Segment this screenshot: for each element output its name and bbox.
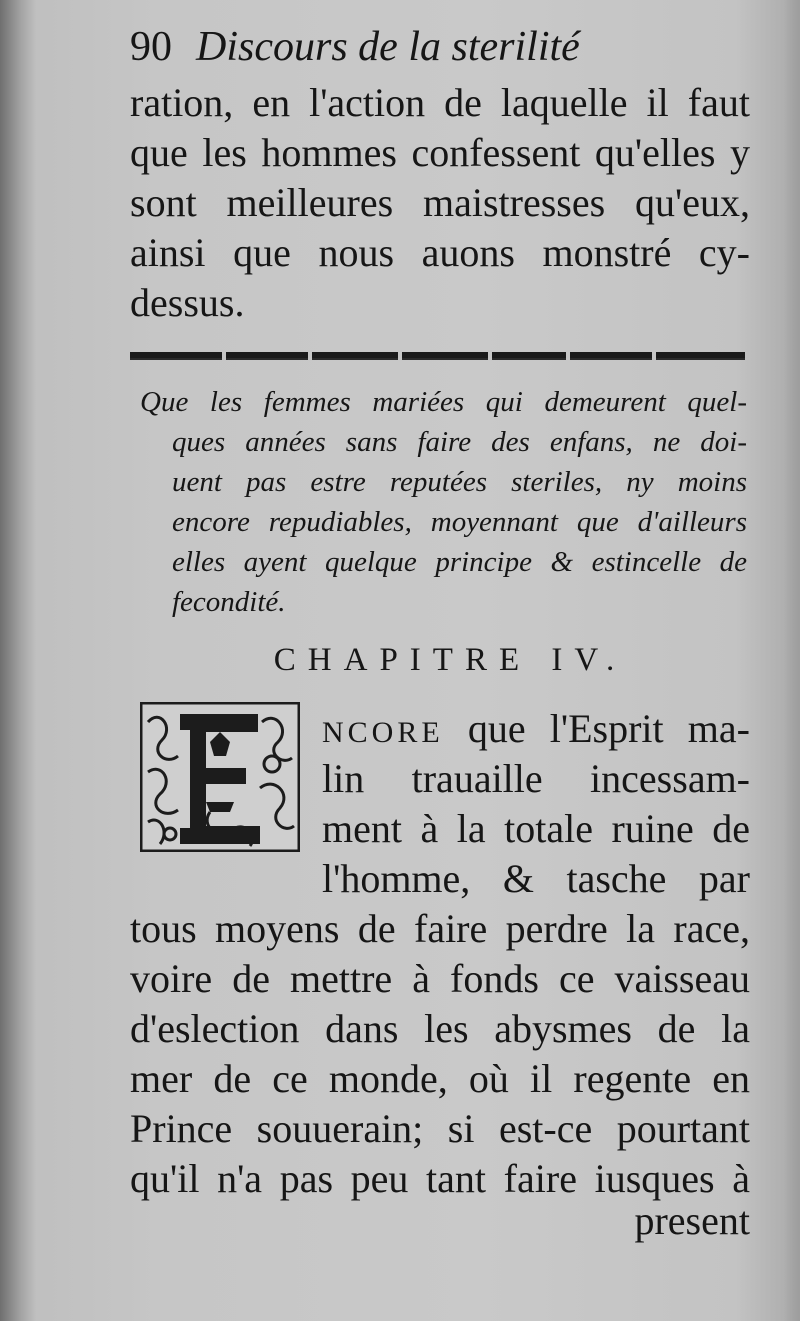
summary-line: Que les femmes mariées qui demeurent quel- (140, 386, 747, 418)
woodcut-initial-icon (140, 702, 300, 852)
summary-line: encore repudiables, moyennant que d'ailleurs (172, 506, 747, 538)
rule-break (222, 350, 226, 360)
page-number: 90 (130, 24, 172, 70)
page-edge (784, 0, 800, 1321)
text-line: qu'il n'a pas peu tant faire iusques à (130, 1156, 750, 1201)
running-title: Discours de la sterilité (196, 24, 580, 70)
drop-word: NCORE (322, 716, 444, 749)
text-line: ment à la totale ruine de (322, 806, 750, 851)
text-line: ainsi que nous auons monstré cy- (130, 230, 750, 275)
summary-line: uent pas estre reputées steriles, ny moins (172, 466, 747, 498)
summary-line: elles ayent quelque principe & estincelle de (172, 546, 747, 578)
summary-line: fecondité. (172, 586, 286, 618)
text-line: ration, en l'action de laquelle il faut (130, 80, 750, 125)
text-line-rest: que l'Esprit ma- (443, 706, 750, 751)
chapter-heading: CHAPITRE IV. (273, 642, 627, 678)
text-line: mer de ce monde, où il regente en (130, 1056, 750, 1101)
binding-gutter (0, 0, 36, 1321)
rule-break (398, 350, 402, 360)
text-line: d'eslection dans les abysmes de la (130, 1006, 750, 1051)
text-line: Prince souuerain; si est-ce pourtant (130, 1106, 750, 1151)
text-line: lin trauaille incessam- (322, 756, 750, 801)
rule-break (566, 350, 570, 360)
running-head (130, 18, 750, 76)
text-line: l'homme, & tasche par (322, 856, 750, 901)
text-line: sont meilleures maistresses qu'eux, (130, 180, 750, 225)
catchword: present (634, 1198, 750, 1243)
text-line: tous moyens de faire perdre la race, (130, 906, 750, 951)
text-line (322, 704, 750, 758)
text-line: dessus. (130, 280, 245, 325)
rule-break (308, 350, 312, 360)
summary-line: ques années sans faire des enfans, ne doi- (172, 426, 747, 458)
text-line: voire de mettre à fonds ce vaisseau (130, 956, 750, 1001)
rule-break (488, 350, 492, 360)
text-line: que les hommes confessent qu'elles y (130, 130, 750, 175)
rule-break (652, 350, 656, 360)
